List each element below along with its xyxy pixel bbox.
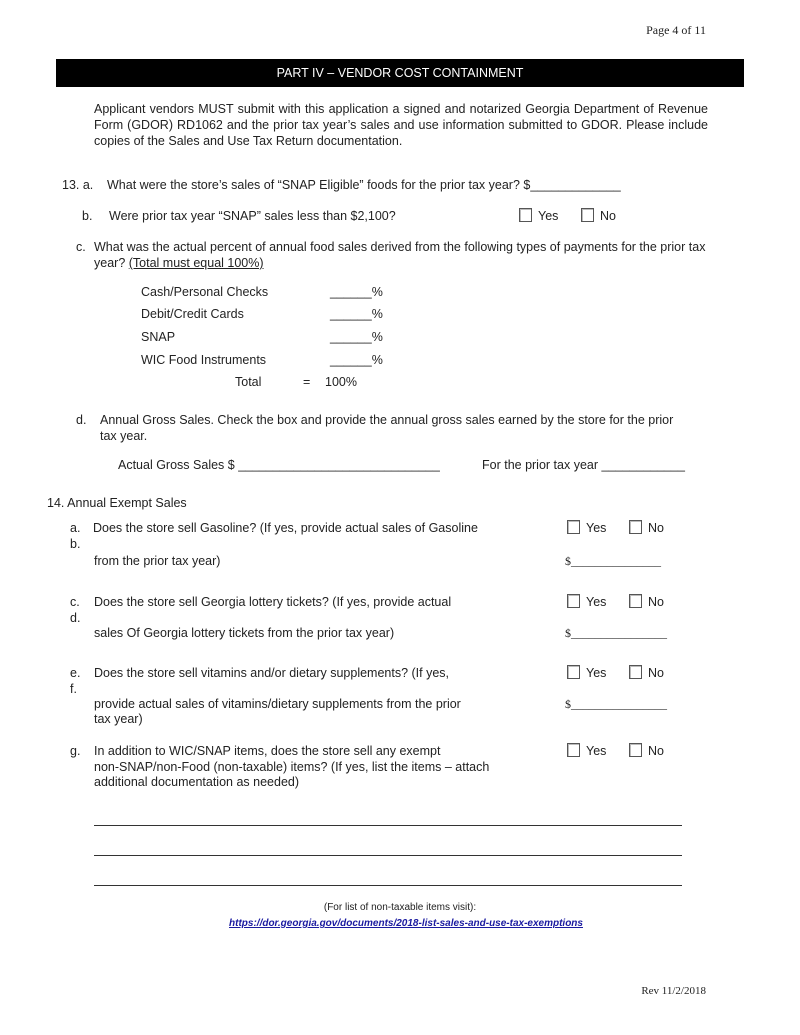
total-equals: = [303,375,311,389]
items-list-line-3[interactable] [94,885,682,886]
q14e-label: e. [70,666,81,680]
q14g-yes-checkbox[interactable] [567,743,606,759]
checkbox-icon [519,208,532,222]
checkbox-icon [629,665,642,679]
q13a-text[interactable]: What were the store’s sales of “SNAP Eligible” foods for the prior tax year? $_____________ [107,178,621,192]
q13d-line1: Annual Gross Sales. Check the box and provide the annual gross sales earned by the store for the prior [100,413,674,427]
q14f-text-line1: provide actual sales of vitamins/dietary supplements from the prior [94,697,461,711]
yes-label: Yes [586,521,607,535]
q14g-line3: additional documentation as needed) [94,775,300,789]
q14e-text: Does the store sell vitamins and/or dietary supplements? (If yes, [94,666,450,680]
items-list-line-1[interactable] [94,825,682,826]
no-label: No [600,209,616,223]
no-label: No [648,521,664,535]
q13d-line2: tax year. [100,429,148,443]
q13-number: 13. a. [62,178,94,192]
payment-label-snap: SNAP [141,330,176,344]
gross-sales-field[interactable]: Actual Gross Sales $ _____________________________ [118,458,440,472]
no-label: No [648,595,664,609]
q14c-label: c. [70,595,80,609]
q13b-yes-checkbox[interactable] [519,208,558,224]
q14a-no-checkbox[interactable] [629,520,664,536]
checkbox-icon [567,743,580,757]
q14g-line2: non-SNAP/non-Food (non-taxable) items? (If yes, list the items – attach [94,760,490,774]
q14c-yes-checkbox[interactable] [567,594,606,610]
q14b-text: from the prior tax year) [94,554,221,568]
section-title: PART IV – VENDOR COST CONTAINMENT [56,59,744,87]
yes-label: Yes [586,744,607,758]
q13b-label: b. [82,209,93,223]
checkbox-icon [629,520,642,534]
q14c-text: Does the store sell Georgia lottery tickets? (If yes, provide actual [94,595,452,609]
checkbox-icon [567,520,580,534]
payment-value-cards[interactable]: ______% [330,307,383,321]
no-label: No [648,666,664,680]
q13b-text: Were prior tax year “SNAP” sales less than $2,100? [109,209,396,223]
intro-paragraph: Applicant vendors MUST submit with this application a signed and notarized Georgia Department of Revenue Form (GDOR) RD1062 and the prior tax year’s sales and use information submitted to GDOR. Please include copies of the Sales and Use Tax Return documentation. [94,102,708,148]
yes-label: Yes [586,666,607,680]
items-list-line-2[interactable] [94,855,682,856]
q14a-label: a. [70,521,81,535]
payment-label-cash: Cash/Personal Checks [141,285,269,299]
prior-year-field[interactable]: For the prior tax year ____________ [482,458,685,472]
q13c-label: c. [76,240,86,254]
exemptions-link[interactable]: https://dor.georgia.gov/documents/2018-list-sales-and-use-tax-exemptions [229,918,583,929]
q13c-total-note: (Total must equal 100%) [128,256,264,270]
q13d-label: d. [76,413,87,427]
q14d-amount-field[interactable]: $________________ [565,626,667,640]
q13b-no-checkbox[interactable] [581,208,616,224]
footer-link-wrap [0,914,800,932]
payment-value-cash[interactable]: ______% [330,285,383,299]
revision-date: Rev 11/2/2018 [641,985,706,997]
q14f-text-line2: tax year) [94,712,143,726]
q14a-text: Does the store sell Gasoline? (If yes, provide actual sales of Gasoline [93,521,478,535]
q14g-label: g. [70,744,81,758]
checkbox-icon [629,594,642,608]
q14b-label: b. [70,537,81,551]
checkbox-icon [567,594,580,608]
q13c-line2 [94,255,264,271]
total-label: Total [235,375,262,389]
q14a-yes-checkbox[interactable] [567,520,606,536]
q14b-amount-field[interactable]: $_______________ [565,554,661,568]
payment-value-snap[interactable]: ______% [330,330,383,344]
checkbox-icon [581,208,594,222]
q14-heading: 14. Annual Exempt Sales [47,496,187,510]
q13c-line2-text: year? [94,256,129,270]
checkbox-icon [567,665,580,679]
payment-label-wic: WIC Food Instruments [141,353,267,367]
q14e-yes-checkbox[interactable] [567,665,606,681]
q14e-no-checkbox[interactable] [629,665,664,681]
q14f-label: f. [70,682,77,696]
yes-label: Yes [538,209,559,223]
q14f-amount-field[interactable]: $________________ [565,697,667,711]
payment-value-wic[interactable]: ______% [330,353,383,367]
q14d-label: d. [70,611,81,625]
q14g-no-checkbox[interactable] [629,743,664,759]
payment-label-cards: Debit/Credit Cards [141,307,244,321]
footer-note: (For list of non-taxable items visit): [323,902,477,913]
no-label: No [648,744,664,758]
page-number: Page 4 of 11 [646,23,706,37]
q13c-line1: What was the actual percent of annual food sales derived from the following types of payments for the prior tax [94,240,706,254]
q14g-line1: In addition to WIC/SNAP items, does the store sell any exempt [94,744,441,758]
total-value: 100% [325,375,357,389]
q14c-no-checkbox[interactable] [629,594,664,610]
checkbox-icon [629,743,642,757]
yes-label: Yes [586,595,607,609]
q14d-text: sales Of Georgia lottery tickets from the prior tax year) [94,626,395,640]
